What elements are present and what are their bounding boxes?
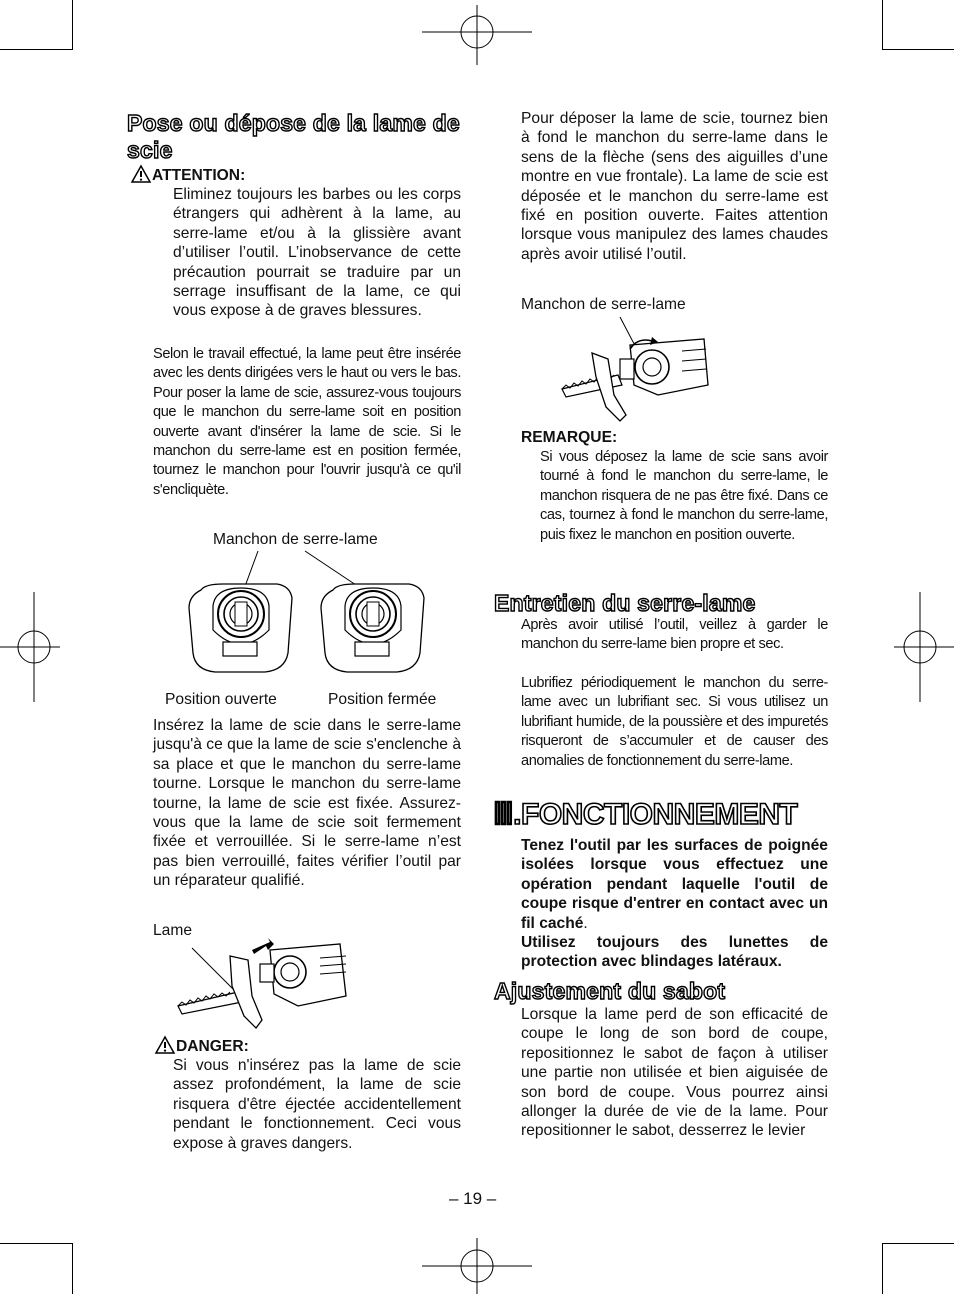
figure-label-lame: Lame <box>153 922 193 939</box>
section-heading-sabot: Ajustement du sabot <box>494 978 726 1004</box>
registration-mark-right <box>894 592 954 702</box>
registration-mark-left <box>0 592 60 702</box>
page-number: – 19 – <box>449 1189 497 1208</box>
label-position-closed: Position fermée <box>328 691 437 708</box>
remarque-label: REMARQUE: <box>521 429 618 446</box>
remarque-text: Si vous déposez la lame de scie sans avoir tourné à fond le manchon du serre-lame, le manchon risquera de ne pas être fixé. Dans ce cas, tournez à fond le manchon du serre-lame, puis fixez le manchon en position ouverte. <box>540 449 828 543</box>
figure-blade-remove <box>560 315 710 425</box>
registration-mark-top <box>422 5 532 65</box>
warning-icon <box>131 165 151 183</box>
attention-text: Eliminez toujours les barbes ou les corps étrangers qui adhèrent à la lame, au serre-lame et/ou à la glissière avant d’utiliser l’outil. L’inobservance de cette précaution pourrait se traduire par un serrage insuffisant de la lame, ce qui vous expose à de graves blessures. <box>173 186 461 320</box>
warning-icon <box>155 1036 175 1054</box>
paragraph-inserer: Insérez la lame de scie dans le serre-lame jusqu'à ce que la lame de scie s'enclenche à sa place et que le manchon du serre-lame tourne. Lorsque le manchon du serre-lame tourne, la lame de scie est fixée. Assurez-vous que la lame de scie soit fermement fixée et verrouillée. Si le serre-lame n’est pas bien verrouillé, faites vérifier l’outil par un réparateur qualifié. <box>153 717 461 890</box>
figure-label-manchon: Manchon de serre-lame <box>213 531 378 548</box>
paragraph-entretien-2: Lubrifiez périodiquement le manchon du serre-lame avec un lubrifiant sec. Si vous utilisez un lubrifiant humide, de la poussière et des impuretés risqueront de s’accumuler et de causer des anomalies de fonctionnement du serre-lame. <box>521 675 828 769</box>
attention-label: ATTENTION: <box>152 167 246 184</box>
registration-mark-bottom <box>422 1238 532 1294</box>
paragraph-deposer: Pour déposer la lame de scie, tournez bien à fond le manchon du serre-lame dans le sens de la flèche (sens des aiguilles d’une montre en vue frontale). La lame de scie est déposée et le manchon du serre-lame est fixé en position ouverte. Faites attention lorsque vous manipulez des lames chaudes après avoir utilisé l’outil. <box>521 110 828 263</box>
figure-sleeve-positions <box>185 548 425 680</box>
figure-label-manchon-2: Manchon de serre-lame <box>521 296 686 313</box>
figure-blade-insert <box>170 936 350 1032</box>
paragraph-sabot: Lorsque la lame perd de son efficacité de coupe le long de son bord de coupe, repositionnez le sabot de façon à utiliser une partie non utilisée et bien aiguisée de son bord de coupe. Vous pourrez ainsi allonger la durée de vie de la lame. Pour repositionner le sabot, desserrez le levier <box>521 1006 828 1140</box>
paragraph-pose: Selon le travail effectué, la lame peut être insérée avec les dents dirigées vers le haut ou vers le bas. Pour poser la lame de scie, assurez-vous toujours que le manchon du serre-lame soit en position ouverte avant d'insérer la lame de scie. Si le manchon du serre-lame est en position fermée, tournez le manchon pour l'ouvrir jusqu'à ce qu'il s'encliquète. <box>153 346 461 498</box>
danger-label: DANGER: <box>176 1038 249 1055</box>
paragraph-entretien-1: Après avoir utilisé l’outil, veillez à garder le manchon du serre-lame bien propre et sec. <box>521 617 828 653</box>
fonctionnement-warning-text: Tenez l'outil par les surfaces de poignée isolées lorsque vous effectuez une opération pendant laquelle l'outil de coupe risque d'entrer en contact avec un fil caché <box>521 837 828 932</box>
fonctionnement-period: . <box>583 914 588 932</box>
paragraph-fonctionnement-1 <box>521 836 828 933</box>
label-position-open: Position ouverte <box>165 691 277 708</box>
section-heading-entretien: Entretien du serre-lame <box>494 590 756 616</box>
danger-text: Si vous n'insérez pas la lame de scie assez profondément, la lame de scie risquera d'être éjectée accidentellement pendant le fonctionnement. Ceci vous expose à graves dangers. <box>173 1057 461 1152</box>
section-heading-pose-lame: Pose ou dépose de la lame de scie <box>127 110 460 163</box>
paragraph-fonctionnement-2: Utilisez toujours des lunettes de protection avec blindages latéraux. <box>521 934 828 971</box>
section-heading-fonctionnement: Ⅲ.FONCTIONNEMENT <box>493 798 798 831</box>
